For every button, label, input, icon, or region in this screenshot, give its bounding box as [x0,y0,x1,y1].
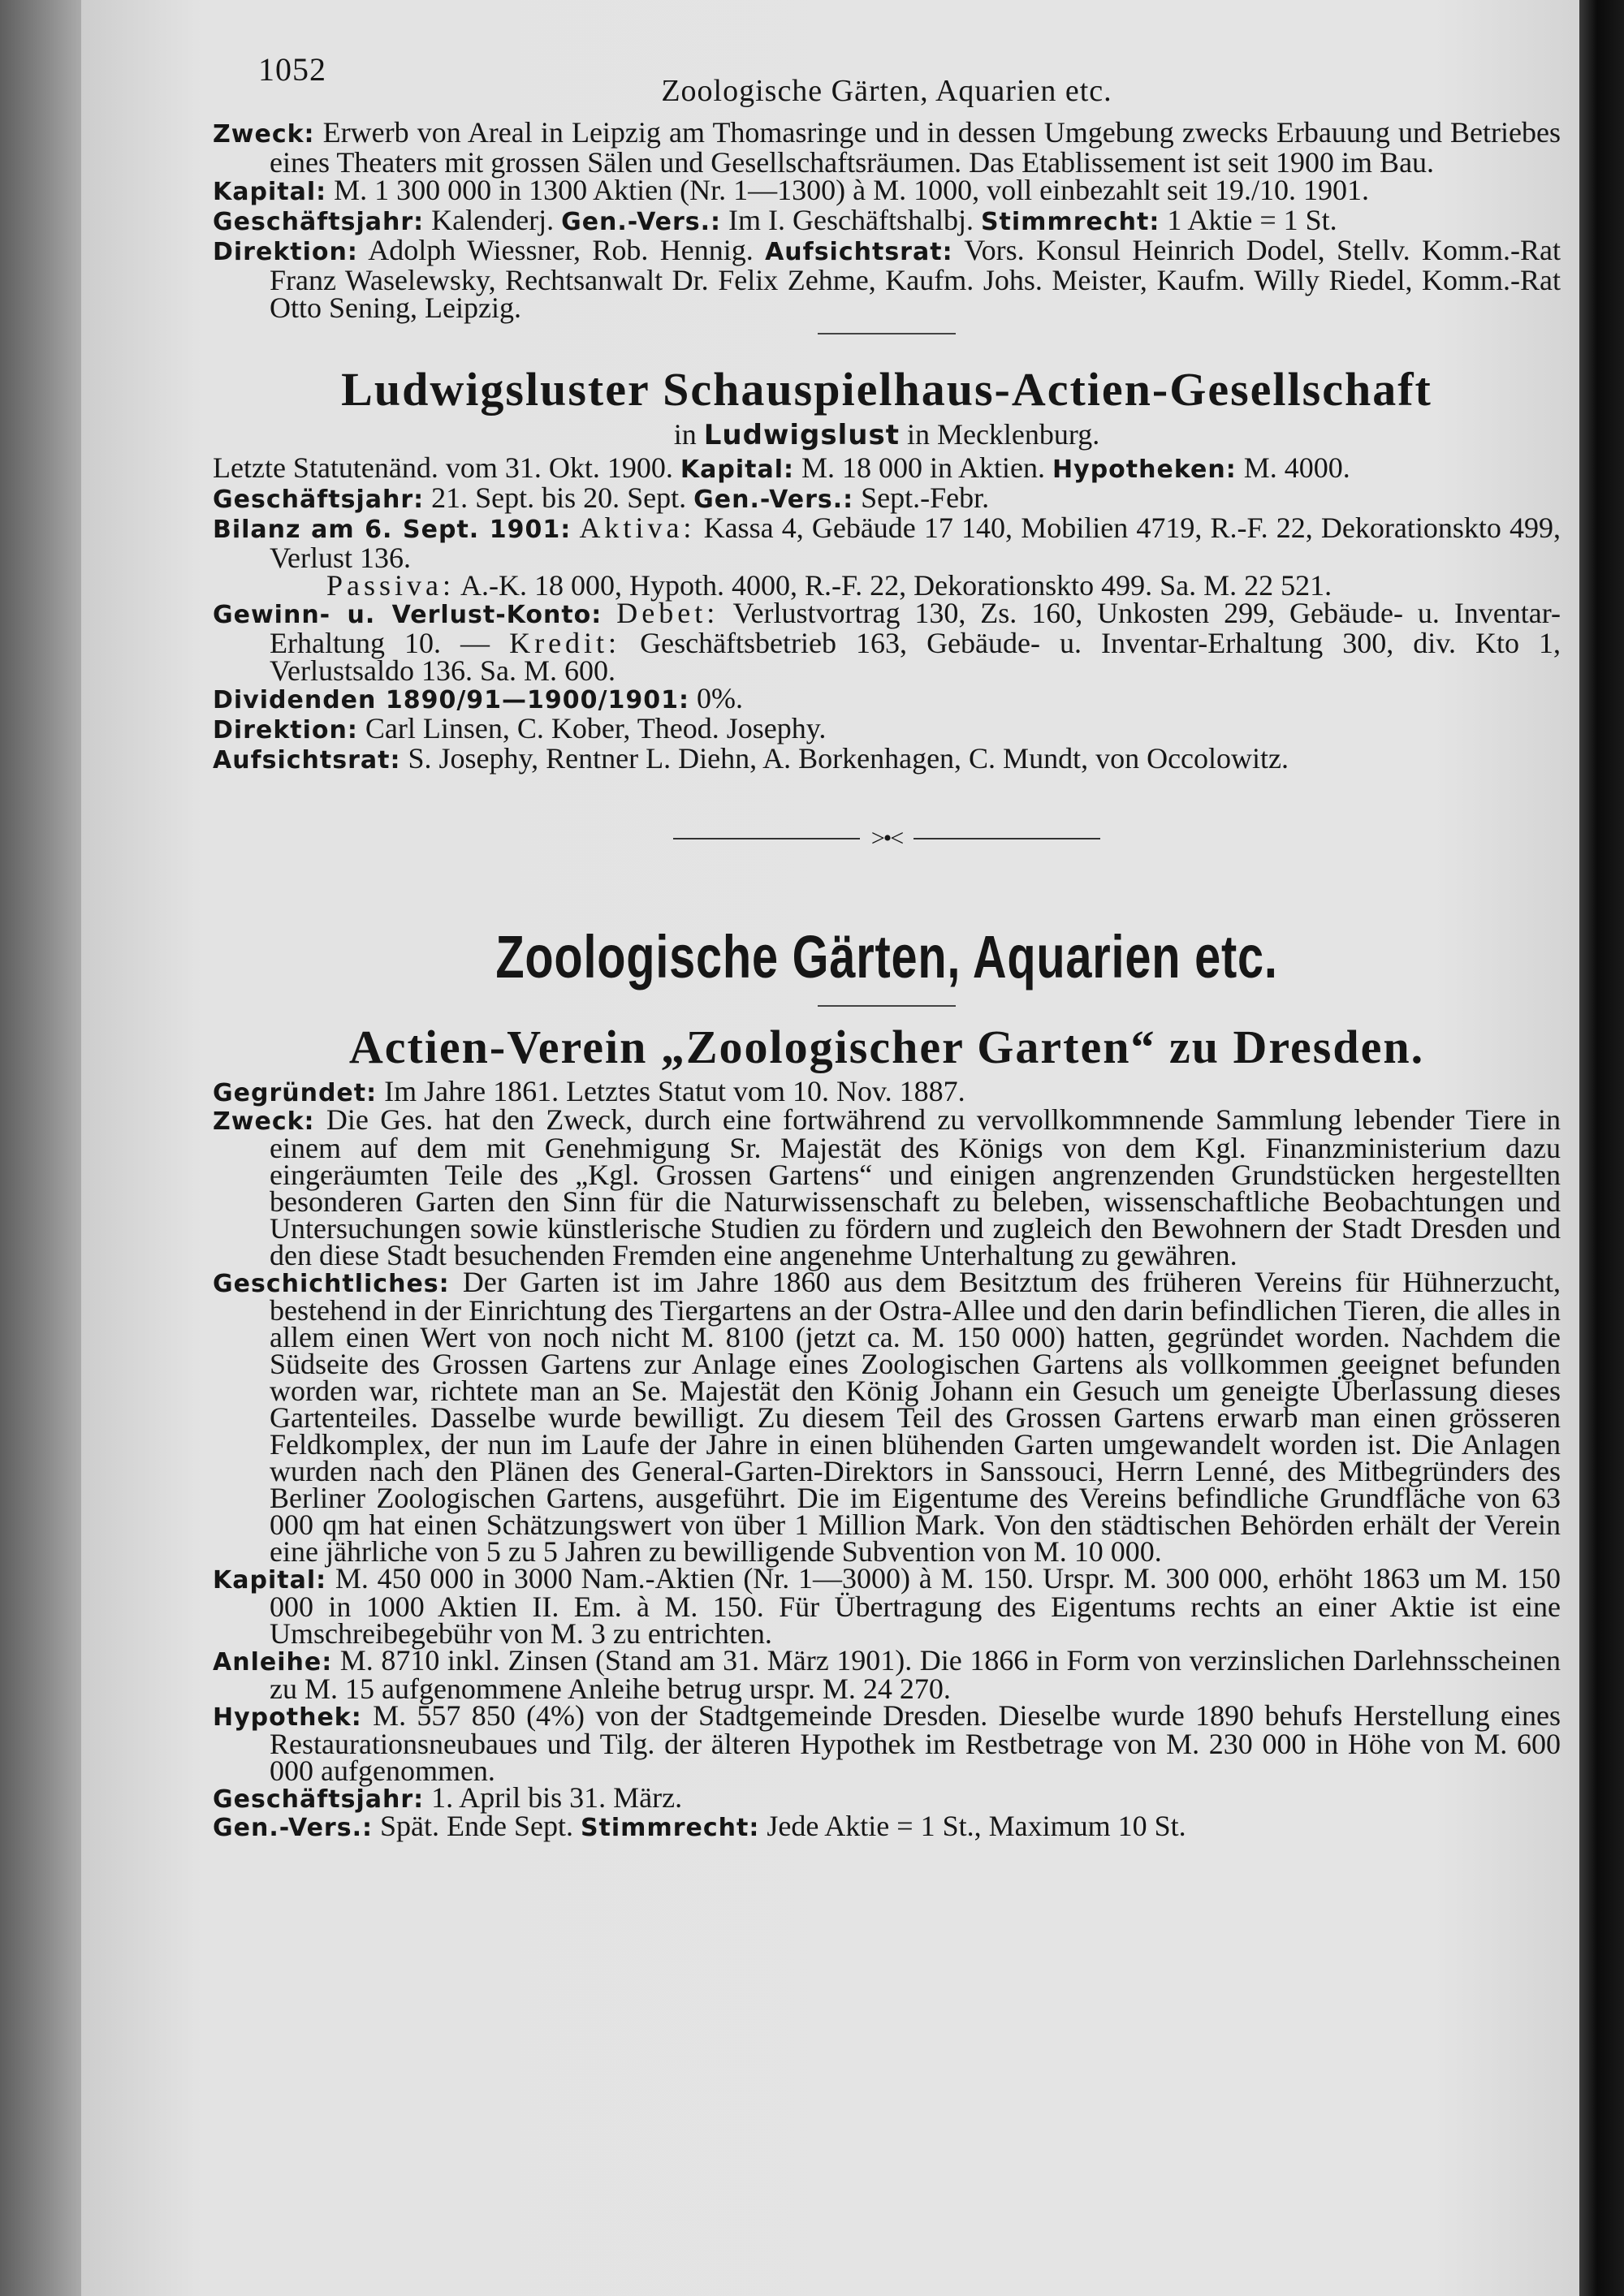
company-title: Actien-Verein „Zoologischer Garten“ zu Dresden. [348,1021,1425,1073]
section-ornament [213,825,1561,852]
dresden-anleihe: Anleihe: M. 8710 inkl. Zinsen (Stand am 31. März 1901). Die 1866 in Form von verzinslichen Darlehnsscheinen zu M. 15 aufgenommene Anleihe betrug urspr. M. 24 270. [213,1644,1561,1705]
running-title: Zoologische Gärten, Aquarien etc. [661,74,1112,108]
dresden-kapital: Kapital: M. 450 000 in 3000 Nam.-Aktien (Nr. 1—3000) à M. 150. Urspr. M. 300 000, erhöht 1863 um M. 150 000 in 1000 Aktien II. Em. à M. 150. Für Übertragung des Eigentums rechts an einer Aktie ist eine Umschreibegebühr von M. 3 zu entrichten. [213,1562,1561,1650]
entry-dresden [213,1021,1561,1841]
page-content [213,49,1561,1841]
ludwigslust-guv: Gewinn- u. Verlust-Konto: Debet: Verlustvortrag 130, Zs. 160, Unkosten 299, Gebäude- u. Inventar-Erhaltung 10. — Kredit: Geschäftsbetrieb 163, Gebäude- u. Inventar-Erhaltung 300, div. Kto 1, Verlustsaldo 136. Sa. M. 600. [213,597,1561,687]
dresden-hypothek: Hypothek: M. 557 850 (4%) von der Stadtgemeinde Dresden. Dieselbe wurde 1890 behufs Herstellung eines Restaurationsneubaues und Tilg. der älteren Hypothek im Restbetrage von M. 230 000 in Höhe von M. 600 000 aufgenommen. [213,1699,1561,1787]
entry-theater [213,116,1561,324]
page-number: 1052 [258,51,326,88]
entry-ludwigslust [213,364,1561,775]
ludwigslust-geschaeftsjahr: Geschäftsjahr: 21. Sept. bis 20. Sept. Gen.-Vers.: Sept.-Febr. [213,481,990,514]
running-head [213,49,1561,108]
company-location: in Ludwigslust in Mecklenburg. [673,418,1100,451]
dresden-zweck: Zweck: Die Ges. hat den Zweck, durch eine fortwährend zu vervollkommnende Sammlung lebender Tiere in einem auf dem mit Genehmigung Sr. Majestät des Königs von dem Kgl. Finanzministerium dazu eingeräumten Teile des „Kgl. Grossen Gartens“ und einigen angrenzenden Grundstücken hergestellten besonderen Garten den Sinn für die Naturwissenschaft zu beleben, wissenschaftliche Beobachtungen und Untersuchungen sowie künstlerische Studien zu fördern und zugleich den Bewohnern der Stadt Dresden und den diese Stadt besuchenden Fremden eine angenehme Unterhaltung zu gewähren. [213,1103,1561,1271]
theater-zweck: Zweck: Erwerb von Areal in Leipzig am Thomasringe und in dessen Umgebung zwecks Erbauung und Betriebes eines Theaters mit grossen Sälen und Gesellschaftsräumen. Das Etablissement ist seit 1900 im Bau. [213,116,1561,179]
ludwigslust-dividenden: Dividenden 1890/91—1900/1901: 0%. [213,682,743,714]
section-rule [818,1005,956,1007]
ornament-line-left [673,838,860,839]
dresden-gegruendet: Gegründet: Im Jahre 1861. Letztes Statut vom 10. Nov. 1887. [213,1075,965,1107]
scan-right-edge [1579,0,1624,2296]
divider-rule [818,333,956,334]
ludwigslust-aufsichtsrat: Aufsichtsrat: S. Josephy, Rentner L. Diehn, A. Borkenhagen, C. Mundt, von Occolowitz. [213,742,1289,775]
ludwigslust-direktion: Direktion: Carl Linsen, C. Kober, Theod. Josephy. [213,712,827,744]
theater-direktion: Direktion: Adolph Wiessner, Rob. Hennig. Aufsichtsrat: Vors. Konsul Heinrich Dodel, Stellv. Komm.-Rat Franz Waselewsky, Rechtsanwalt Dr. Felix Zehme, Kaufm. Johs. Meister, Kaufm. Willy Riedel, Komm.-Rat Otto Sening, Leipzig. [213,234,1561,324]
scan-left-edge [0,0,89,2296]
ludwigslust-statut: Letzte Statutenänd. vom 31. Okt. 1900. Kapital: M. 18 000 in Aktien. Hypotheken: M. 4000. [213,451,1350,484]
dresden-geschaeftsjahr: Geschäftsjahr: 1. April bis 31. März. [213,1781,683,1814]
section-title: Zoologische Gärten, Aquarien etc. [495,923,1278,990]
dresden-geschichtliches: Geschichtliches: Der Garten ist im Jahre 1860 aus dem Besitztum des früheren Vereins für Hühnerzucht, bestehend in der Einrichtung des Tiergartens an der Ostra-Allee und den darin befindlichen Tieren, die alles in allem einen Wert von noch nicht M. 8100 (jetzt ca. M. 150 000) hatten, gegründet worden. Nachdem die Südseite des Grossen Gartens zur Anlage eines Zoologischen Gartens als vollkommen geeignet befunden worden war, richtete man an Se. Majestät den König Johann ein Gesuch um geneigte Überlassung dieses Gartenteiles. Dasselbe wurde bewilligt. Zu diesem Teil des Grossen Gartens erwarb man einen grösseren Feldkomplex, der nun im Laufe der Jahre in einen blühenden Garten umgewandelt worden ist. Die Anlagen wurden nach den Plänen des General-Garten-Direktors in Sanssouci, Herrn Lenné, des Mitbegründers des Berliner Zoologischen Gartens, ausgeführt. Die im Eigentume des Vereins befindliche Grundfläche von 63 000 qm hat einen Schätzungswert von über 1 Million Mark. Von den städtischen Behörden erhält der Verein eine jährliche von 5 zu 5 Jahren zu bewilligende Subvention von M. 10 000. [213,1266,1561,1568]
ludwigslust-bilanz: Bilanz am 6. Sept. 1901: Aktiva: Kassa 4, Gebäude 17 140, Mobilien 4719, R.-F. 22, Dekorationskto 499, Verlust 136. [213,511,1561,574]
ornament-glyph: >•< [870,825,903,852]
ludwigslust-passiva: Passiva: A.-K. 18 000, Hypoth. 4000, R.-F. 22, Dekorationskto 499. Sa. M. 22 521. [326,569,1332,602]
dresden-genvers: Gen.-Vers.: Spät. Ende Sept. Stimmrecht: Jede Aktie = 1 St., Maximum 10 St. [213,1810,1186,1842]
theater-kapital: Kapital: M. 1 300 000 in 1300 Aktien (Nr. 1—1300) à M. 1000, voll einbezahlt seit 19./10. 1901. [213,174,1370,206]
company-title: Ludwigsluster Schauspielhaus-Actien-Gesellschaft [341,363,1432,416]
theater-geschaeftsjahr: Geschäftsjahr: Kalenderj. Gen.-Vers.: Im I. Geschäftshalbj. Stimmrecht: 1 Aktie = 1 St. [213,204,1337,236]
ornament-line-right [914,838,1100,839]
